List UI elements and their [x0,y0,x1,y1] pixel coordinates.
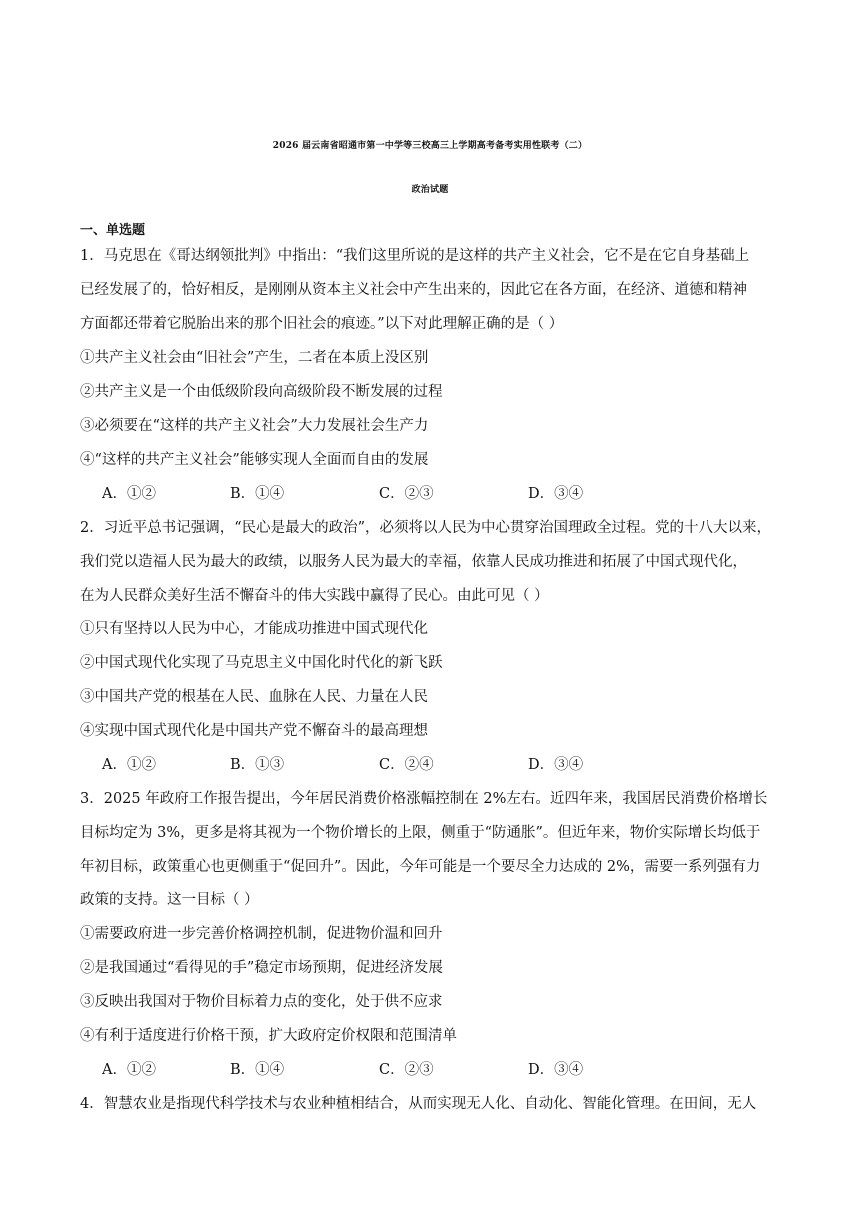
question-4-stem-line-1: 4．智慧农业是指现代科学技术与农业种植相结合，从而实现无人化、自动化、智能化管理。在田间，无人 [80,1096,757,1112]
option-c: C．②③ [379,1062,434,1078]
option-a: A．①② [102,486,156,502]
question-3-item-3: ③反映出我国对于物价目标着力点的变化，处于供不应求 [80,994,443,1010]
question-2-item-4: ④实现中国式现代化是中国共产党不懈奋斗的最高理想 [80,723,428,739]
option-d: D．③④ [528,757,584,773]
question-3-item-2: ②是我国通过“看得见的手”稳定市场预期，促进经济发展 [80,960,443,976]
question-3-stem-line-1: 3．2025 年政府工作报告提出，今年居民消费价格涨幅控制在 2%左右。近四年来，我国居民消费价格增长 [80,791,768,807]
question-3-stem-line-3: 年初目标，政策重心也更侧重于“促回升”。因此，今年可能是一个要尽全力达成的 2%，需要一系列强有力 [80,859,761,875]
option-b: B．①③ [230,757,285,773]
question-1-stem-line-2: 已经发展了的，恰好相反，是刚刚从资本主义社会中产生出来的，因此它在各方面，在经济、道德和精神 [80,282,747,298]
question-3-item-1: ①需要政府进一步完善价格调控机制，促进物价温和回升 [80,926,443,942]
option-c: C．②③ [379,486,434,502]
option-a: A．①② [102,1062,156,1078]
question-1-item-1: ①共产主义社会由“旧社会”产生，二者在本质上没区别 [80,350,429,366]
question-1-item-4: ④“这样的共产主义社会”能够实现人全面而自由的发展 [80,452,429,468]
question-1-item-3: ③必须要在“这样的共产主义社会”大力发展社会生产力 [80,418,429,434]
question-2-item-2: ②中国式现代化实现了马克思主义中国化时代化的新飞跃 [80,655,443,671]
question-3-stem-line-2: 目标均定为 3%，更多是将其视为一个物价增长的上限，侧重于“防通胀”。但近年来，物价实际增长均低于 [80,825,761,841]
section-heading: 一、单选题 [80,223,146,238]
question-2-stem-line-2: 我们党以造福人民为最大的政绩，以服务人民为最大的幸福，依靠人民成功推进和拓展了中国式现代化， [80,554,747,570]
question-3-item-4: ④有利于适度进行价格干预，扩大政府定价权限和范围清单 [80,1028,457,1044]
document-title: 2026 届云南省昭通市第一中学等三校高三上学期高考备考实用性联考（二） [272,141,588,151]
document-subtitle: 政治试题 [411,185,449,195]
question-2-stem-line-1: 2．习近平总书记强调，“民心是最大的政治”，必须将以人民为中心贯穿治国理政全过程。党的十八大以来， [80,520,772,536]
option-a: A．①② [102,757,156,773]
question-1-stem-line-3: 方面都还带着它脱胎出来的那个旧社会的痕迹。”以下对此理解正确的是（ ） [80,316,564,332]
question-1-stem-line-1: 1．马克思在《哥达纲领批判》中指出：“我们这里所说的是这样的共产主义社会，它不是在它自身基础上 [80,248,750,264]
option-d: D．③④ [528,486,584,502]
question-2-item-1: ①只有坚持以人民为中心，才能成功推进中国式现代化 [80,621,428,637]
question-2-stem-line-3: 在为人民群众美好生活不懈奋斗的伟大实践中赢得了民心。由此可见（ ） [80,588,549,604]
question-1-item-2: ②共产主义是一个由低级阶段向高级阶段不断发展的过程 [80,384,443,400]
question-2-item-3: ③中国共产党的根基在人民、血脉在人民、力量在人民 [80,689,428,705]
option-b: B．①④ [230,486,285,502]
option-c: C．②④ [379,757,434,773]
question-3-stem-line-4: 政策的支持。这一目标（ ） [80,892,259,908]
option-d: D．③④ [528,1062,584,1078]
option-b: B．①④ [230,1062,285,1078]
